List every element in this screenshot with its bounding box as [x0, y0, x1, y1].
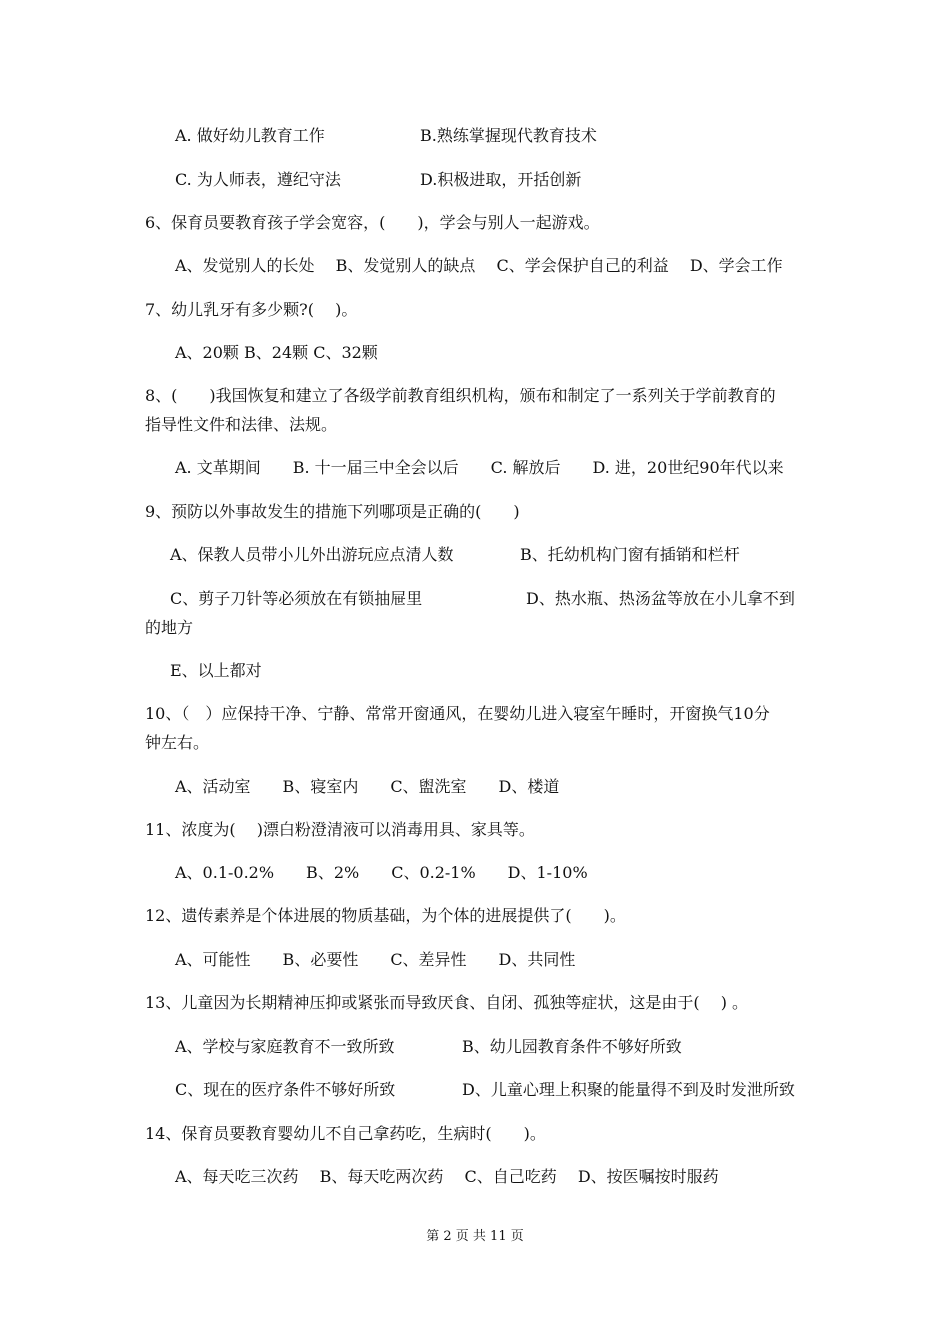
- q13-option-c: C、现在的医疗条件不够好所致: [175, 1080, 396, 1099]
- question-11: 11、浓度为( )漂白粉澄清液可以消毒用具、家具等。: [145, 820, 535, 839]
- question-10-line-1: 10、（ ）应保持干净、宁静、常常开窗通风，在婴幼儿进入寝室午睡时，开窗换气10分: [145, 704, 770, 723]
- question-8-line-2: 指导性文件和法律、法规。: [145, 415, 338, 434]
- q5-option-a: A. 做好幼儿教育工作: [175, 126, 325, 145]
- q9-option-d: D、热水瓶、热汤盆等放在小儿拿不到: [526, 589, 795, 608]
- question-10-options: A、活动室 B、寝室内 C、盥洗室 D、楼道: [175, 777, 560, 796]
- question-12: 12、遗传素养是个体进展的物质基础，为个体的进展提供了( )。: [145, 906, 626, 925]
- question-6-options: A、发觉别人的长处 B、发觉别人的缺点 C、学会保护自己的利益 D、学会工作: [175, 256, 783, 275]
- question-8-line-1: 8、( )我国恢复和建立了各级学前教育组织机构，颁布和制定了一系列关于学前教育的: [145, 386, 776, 405]
- question-11-options: A、0.1-0.2% B、2% C、0.2-1% D、1-10%: [175, 863, 588, 882]
- q5-option-c: C. 为人师表，遵纪守法: [175, 170, 341, 189]
- question-7-options: A、20颗 B、24颗 C、32颗: [175, 343, 378, 362]
- q13-option-d: D、儿童心理上积聚的能量得不到及时发泄所致: [462, 1080, 795, 1099]
- q13-option-b: B、幼儿园教育条件不够好所致: [462, 1037, 682, 1056]
- page-number-footer: 第 2 页 共 11 页: [426, 1229, 524, 1244]
- q5-option-b: B.熟练掌握现代教育技术: [420, 126, 597, 145]
- q9-option-b: B、托幼机构门窗有插销和栏杆: [520, 545, 740, 564]
- question-8-options: A. 文革期间 B. 十一届三中全会以后 C. 解放后 D. 进，20世纪90年代以来: [175, 458, 784, 477]
- q9-option-e: E、以上都对: [170, 661, 262, 680]
- q9-option-a: A、保教人员带小儿外出游玩应点清人数: [170, 545, 454, 564]
- question-14: 14、保育员要教育婴幼儿不自己拿药吃，生病时( )。: [145, 1124, 546, 1143]
- q9-option-c: C、剪子刀针等必须放在有锁抽屉里: [170, 589, 423, 608]
- question-7: 7、幼儿乳牙有多少颗?( )。: [145, 300, 358, 319]
- question-14-options: A、每天吃三次药 B、每天吃两次药 C、自己吃药 D、按医嘱按时服药: [175, 1167, 719, 1186]
- question-13: 13、儿童因为长期精神压抑或紧张而导致厌食、自闭、孤独等症状，这是由于( ) 。: [145, 993, 749, 1012]
- q13-option-a: A、学校与家庭教育不一致所致: [175, 1037, 395, 1056]
- question-10-line-2: 钟左右。: [145, 733, 210, 752]
- q5-option-d: D.积极进取，开括创新: [420, 170, 582, 189]
- question-12-options: A、可能性 B、必要性 C、差异性 D、共同性: [175, 950, 576, 969]
- question-6: 6、保育员要教育孩子学会宽容，( )，学会与别人一起游戏。: [145, 213, 600, 232]
- question-9: 9、预防以外事故发生的措施下列哪项是正确的( ): [145, 502, 520, 521]
- q9-option-d-continued: 的地方: [145, 618, 194, 637]
